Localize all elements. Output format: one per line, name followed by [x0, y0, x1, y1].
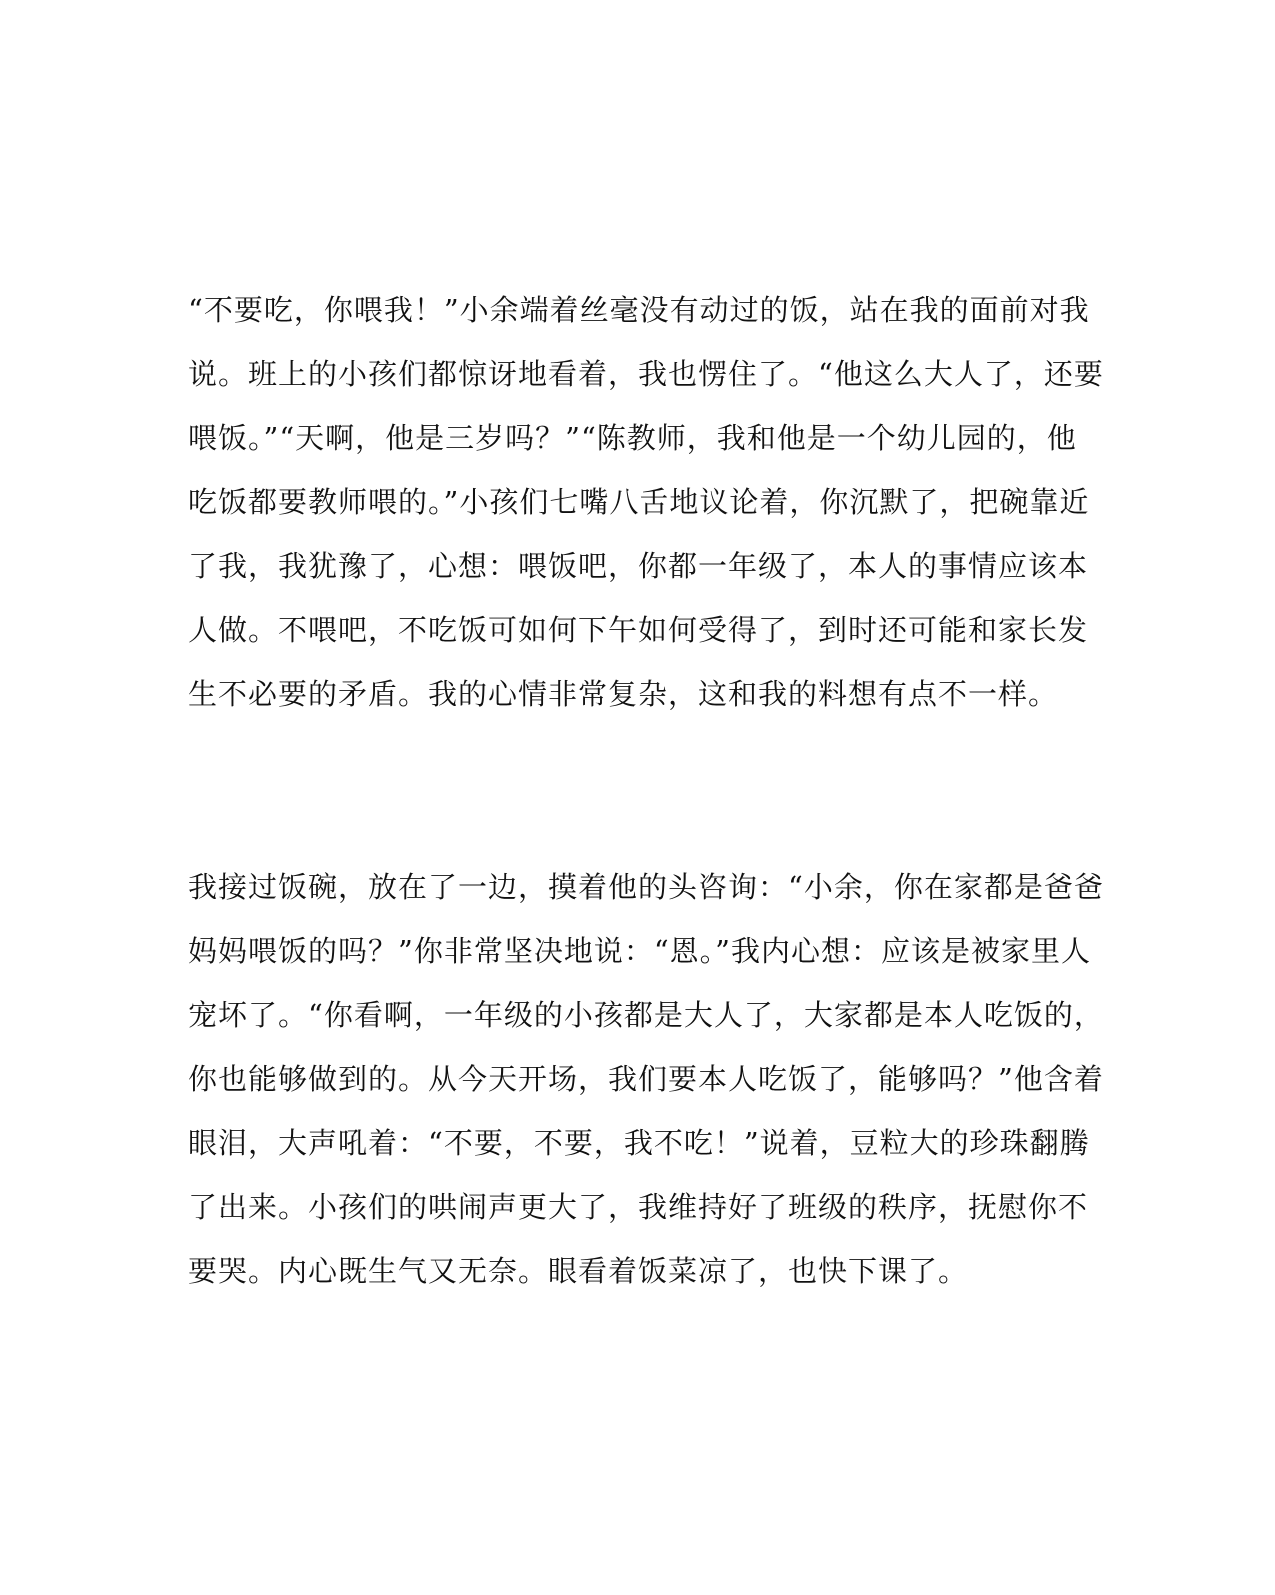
paragraph-line: 了我，我犹豫了，心想：喂饭吧，你都一年级了，本人的事情应该本: [188, 549, 1089, 583]
paragraph-line: 要哭。内心既生气又无奈。眼看着饭菜凉了，也快下课了。: [188, 1254, 969, 1288]
paragraph-line: 了出来。小孩们的哄闹声更大了，我维持好了班级的秩序，抚慰你不: [188, 1190, 1089, 1224]
paragraph-line: 眼泪，大声吼着：“不要，不要，我不吃！”说着，豆粒大的珍珠翻腾: [188, 1126, 1090, 1160]
paragraph-line: 你也能够做到的。从今天开场，我们要本人吃饭了，能够吗？”他含着: [188, 1062, 1104, 1096]
paragraph-line: 生不必要的矛盾。我的心情非常复杂，这和我的料想有点不一样。: [188, 677, 1059, 711]
paragraph-2: [188, 855, 1104, 1303]
paragraph-line: 喂饭。”“天啊，他是三岁吗？”“陈教师，我和他是一个幼儿园的，他: [188, 421, 1077, 455]
paragraph-1: [188, 278, 1104, 726]
paragraph-line: 人做。不喂吧，不吃饭可如何下午如何受得了，到时还可能和家长发: [188, 613, 1089, 647]
paragraph-line: 说。班上的小孩们都惊讶地看着，我也愣住了。“他这么大人了，还要: [188, 357, 1104, 391]
paragraph-line: 宠坏了。“你看啊，一年级的小孩都是大人了，大家都是本人吃饭的，: [188, 998, 1104, 1032]
paragraph-line: 我接过饭碗，放在了一边，摸着他的头咨询：“小余，你在家都是爸爸: [188, 870, 1104, 904]
paragraph-line: “不要吃，你喂我！”小余端着丝毫没有动过的饭，站在我的面前对我: [188, 293, 1090, 327]
paragraph-line: 妈妈喂饭的吗？”你非常坚决地说：“恩。”我内心想：应该是被家里人: [188, 934, 1091, 968]
paragraph-line: 吃饭都要教师喂的。”小孩们七嘴八舌地议论着，你沉默了，把碗靠近: [188, 485, 1090, 519]
